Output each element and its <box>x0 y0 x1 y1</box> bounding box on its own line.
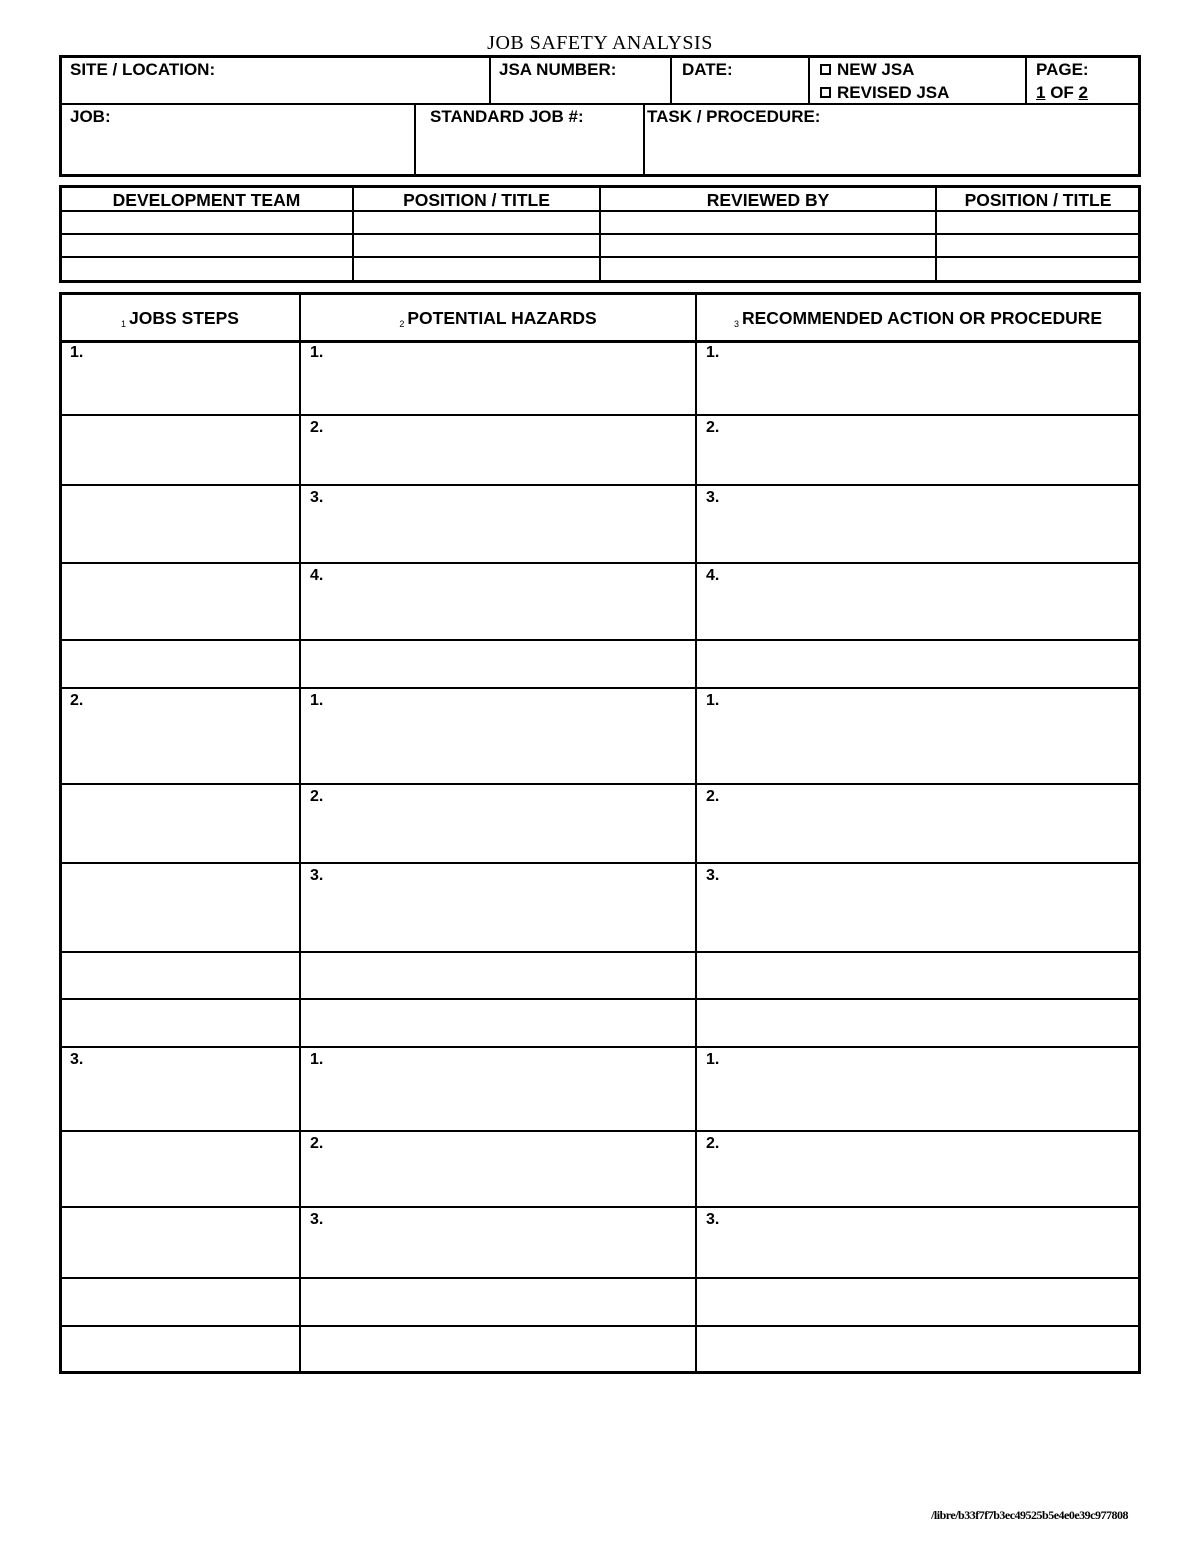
row-divider <box>61 998 1139 1000</box>
page-number: 1 OF 2 <box>1036 83 1089 102</box>
row-divider <box>61 687 1139 689</box>
hazard-cell[interactable]: 3. <box>310 489 324 506</box>
action-cell[interactable]: 1. <box>706 692 720 709</box>
row-divider <box>61 562 1139 564</box>
analysis-table <box>59 292 1141 1374</box>
jsa-number-field[interactable]: JSA NUMBER: <box>499 60 617 79</box>
row-divider <box>61 1325 1139 1327</box>
row-divider <box>61 484 1139 486</box>
action-cell[interactable]: 2. <box>706 788 720 805</box>
action-cell[interactable]: 3. <box>706 867 720 884</box>
action-cell[interactable]: 1. <box>706 344 720 361</box>
row-divider <box>61 1277 1139 1279</box>
job-field[interactable]: JOB: <box>70 107 111 126</box>
form-title: JOB SAFETY ANALYSIS <box>487 32 713 54</box>
header-divider <box>61 103 1139 105</box>
date-field[interactable]: DATE: <box>682 60 733 79</box>
hazard-cell[interactable]: 3. <box>310 867 324 884</box>
hazard-cell[interactable]: 2. <box>310 419 324 436</box>
row-divider <box>61 1046 1139 1048</box>
action-cell[interactable]: 1. <box>706 1051 720 1068</box>
site-location-field[interactable]: SITE / LOCATION: <box>70 60 216 79</box>
job-step-cell[interactable]: 3. <box>70 1051 84 1068</box>
row-divider <box>61 783 1139 785</box>
action-cell[interactable]: 2. <box>706 1135 720 1152</box>
document-path: /libre/b33f7f7b3ec49525b5e4e0e39c977808 <box>931 1508 1128 1522</box>
checkbox-icon <box>820 87 831 98</box>
page-label: PAGE: <box>1036 60 1089 79</box>
hazard-cell[interactable]: 1. <box>310 1051 324 1068</box>
action-cell[interactable]: 3. <box>706 1211 720 1228</box>
row-divider <box>61 1130 1139 1132</box>
action-cell[interactable]: 2. <box>706 419 720 436</box>
hazard-cell[interactable]: 1. <box>310 344 324 361</box>
action-cell[interactable]: 3. <box>706 489 720 506</box>
action-cell[interactable]: 4. <box>706 567 720 584</box>
row-divider <box>61 951 1139 953</box>
hazard-cell[interactable]: 2. <box>310 1135 324 1152</box>
row-divider <box>61 414 1139 416</box>
hazard-cell[interactable]: 1. <box>310 692 324 709</box>
hazard-cell[interactable]: 3. <box>310 1211 324 1228</box>
checkbox-icon <box>820 64 831 75</box>
position-title-header: POSITION / TITLE <box>964 190 1112 210</box>
revised-jsa-checkbox[interactable]: REVISED JSA <box>820 83 949 103</box>
reviewed-by-header: REVIEWED BY <box>706 190 830 210</box>
new-jsa-checkbox[interactable]: NEW JSA <box>820 60 914 80</box>
job-step-cell[interactable]: 1. <box>70 344 84 361</box>
job-step-cell[interactable]: 2. <box>70 692 84 709</box>
development-team-header: DEVELOPMENT TEAM <box>112 190 301 210</box>
row-divider <box>61 639 1139 641</box>
analysis-header-divider <box>61 340 1139 343</box>
standard-job-field[interactable]: STANDARD JOB #: <box>430 107 584 126</box>
row-divider <box>61 862 1139 864</box>
position-title-header: POSITION / TITLE <box>403 190 550 210</box>
hazard-cell[interactable]: 2. <box>310 788 324 805</box>
task-procedure-field[interactable]: TASK / PROCEDURE: <box>647 107 821 126</box>
potential-hazards-header: $_2$ POTENTIAL HAZARDS <box>399 308 597 329</box>
hazard-cell[interactable]: 4. <box>310 567 324 584</box>
recommended-action-header: $_3$ RECOMMENDED ACTION OR PROCEDURE <box>733 308 1103 329</box>
job-steps-header: $_1$ JOBS STEPS <box>121 308 239 329</box>
row-divider <box>61 1206 1139 1208</box>
